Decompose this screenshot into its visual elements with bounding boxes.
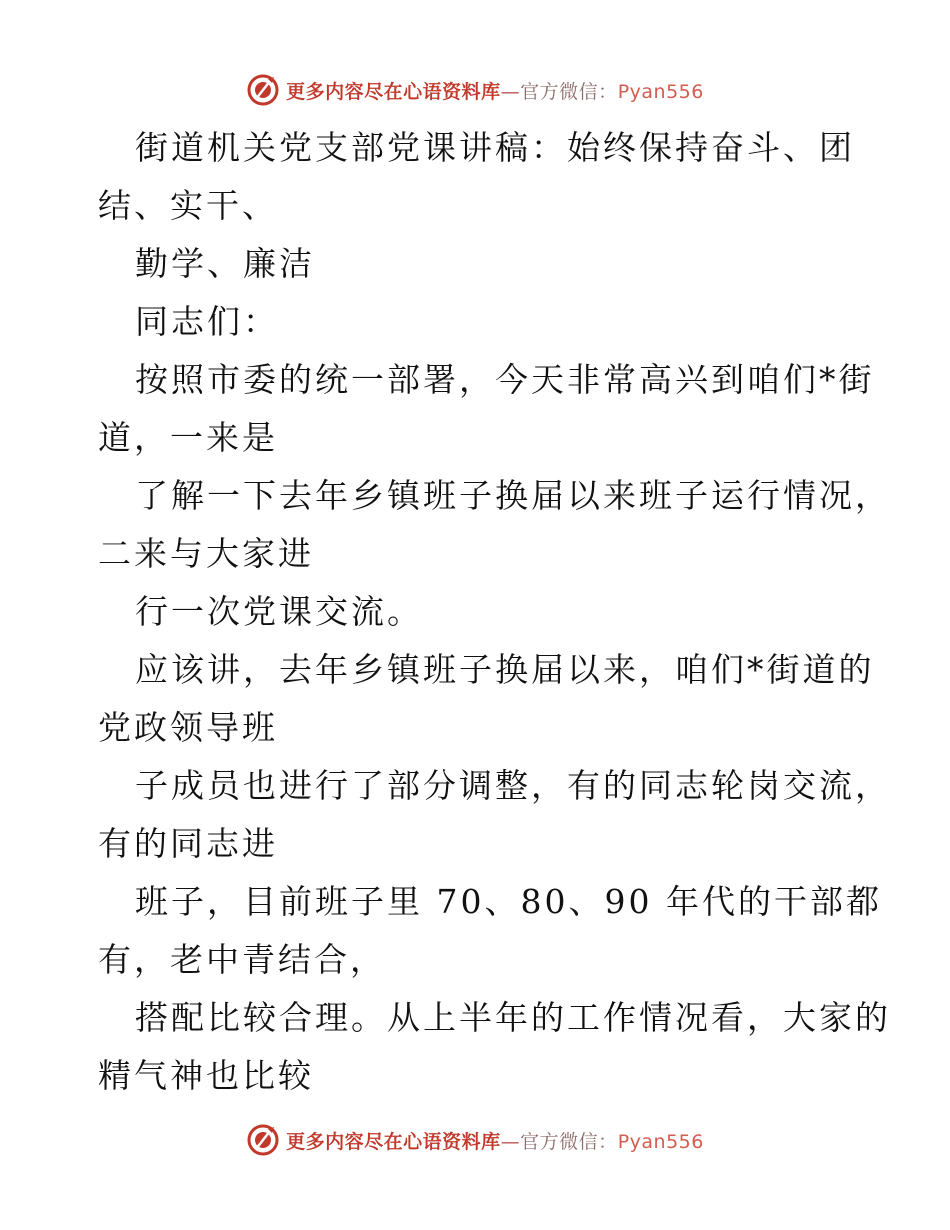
doc-title-line-2: 结、实干、 bbox=[98, 186, 278, 225]
seal-logo-icon bbox=[246, 1123, 280, 1157]
doc-paragraph-line: 子成员也进行了部分调整，有的同志轮岗交流， bbox=[135, 766, 891, 805]
doc-title-line-3: 勤学、廉洁 bbox=[135, 244, 315, 283]
doc-title-line-1: 街道机关党支部党课讲稿：始终保持奋斗、团 bbox=[135, 128, 855, 167]
doc-paragraph-line: 党政领导班 bbox=[98, 708, 278, 747]
watermark-dash: — bbox=[500, 80, 521, 103]
watermark-wechat-label: 官方微信： bbox=[520, 1130, 618, 1153]
watermark-text bbox=[286, 1127, 704, 1154]
watermark-brand: 更多内容尽在心语资料库 bbox=[286, 80, 501, 103]
doc-paragraph-line: 精气神也比较 bbox=[98, 1056, 314, 1095]
doc-paragraph-line: 有的同志进 bbox=[98, 824, 278, 863]
doc-paragraph-line: 行一次党课交流。 bbox=[135, 592, 423, 631]
doc-paragraph-line: 应该讲，去年乡镇班子换届以来，咱们*街道的 bbox=[135, 650, 875, 689]
watermark-wechat-id: Pyan556 bbox=[617, 80, 704, 103]
doc-paragraph-line: 二来与大家进 bbox=[98, 534, 314, 573]
watermark-text bbox=[286, 77, 704, 104]
doc-salutation: 同志们： bbox=[135, 302, 279, 341]
doc-paragraph-line: 有，老中青结合， bbox=[98, 940, 386, 979]
watermark-dash: — bbox=[500, 1130, 521, 1153]
watermark-wechat-label: 官方微信： bbox=[520, 80, 618, 103]
doc-paragraph-line: 按照市委的统一部署，今天非常高兴到咱们*街 bbox=[135, 360, 875, 399]
doc-paragraph-line: 搭配比较合理。从上半年的工作情况看，大家的 bbox=[135, 998, 891, 1037]
doc-paragraph-line: 道，一来是 bbox=[98, 418, 278, 457]
seal-logo-icon bbox=[246, 73, 280, 107]
doc-paragraph-line: 班子，目前班子里 70、80、90 年代的干部都 bbox=[135, 882, 882, 921]
watermark-brand: 更多内容尽在心语资料库 bbox=[286, 1130, 501, 1153]
header-watermark bbox=[0, 70, 950, 110]
doc-paragraph-line: 了解一下去年乡镇班子换届以来班子运行情况， bbox=[135, 476, 891, 515]
watermark-wechat-id: Pyan556 bbox=[617, 1130, 704, 1153]
footer-watermark bbox=[0, 1120, 950, 1160]
